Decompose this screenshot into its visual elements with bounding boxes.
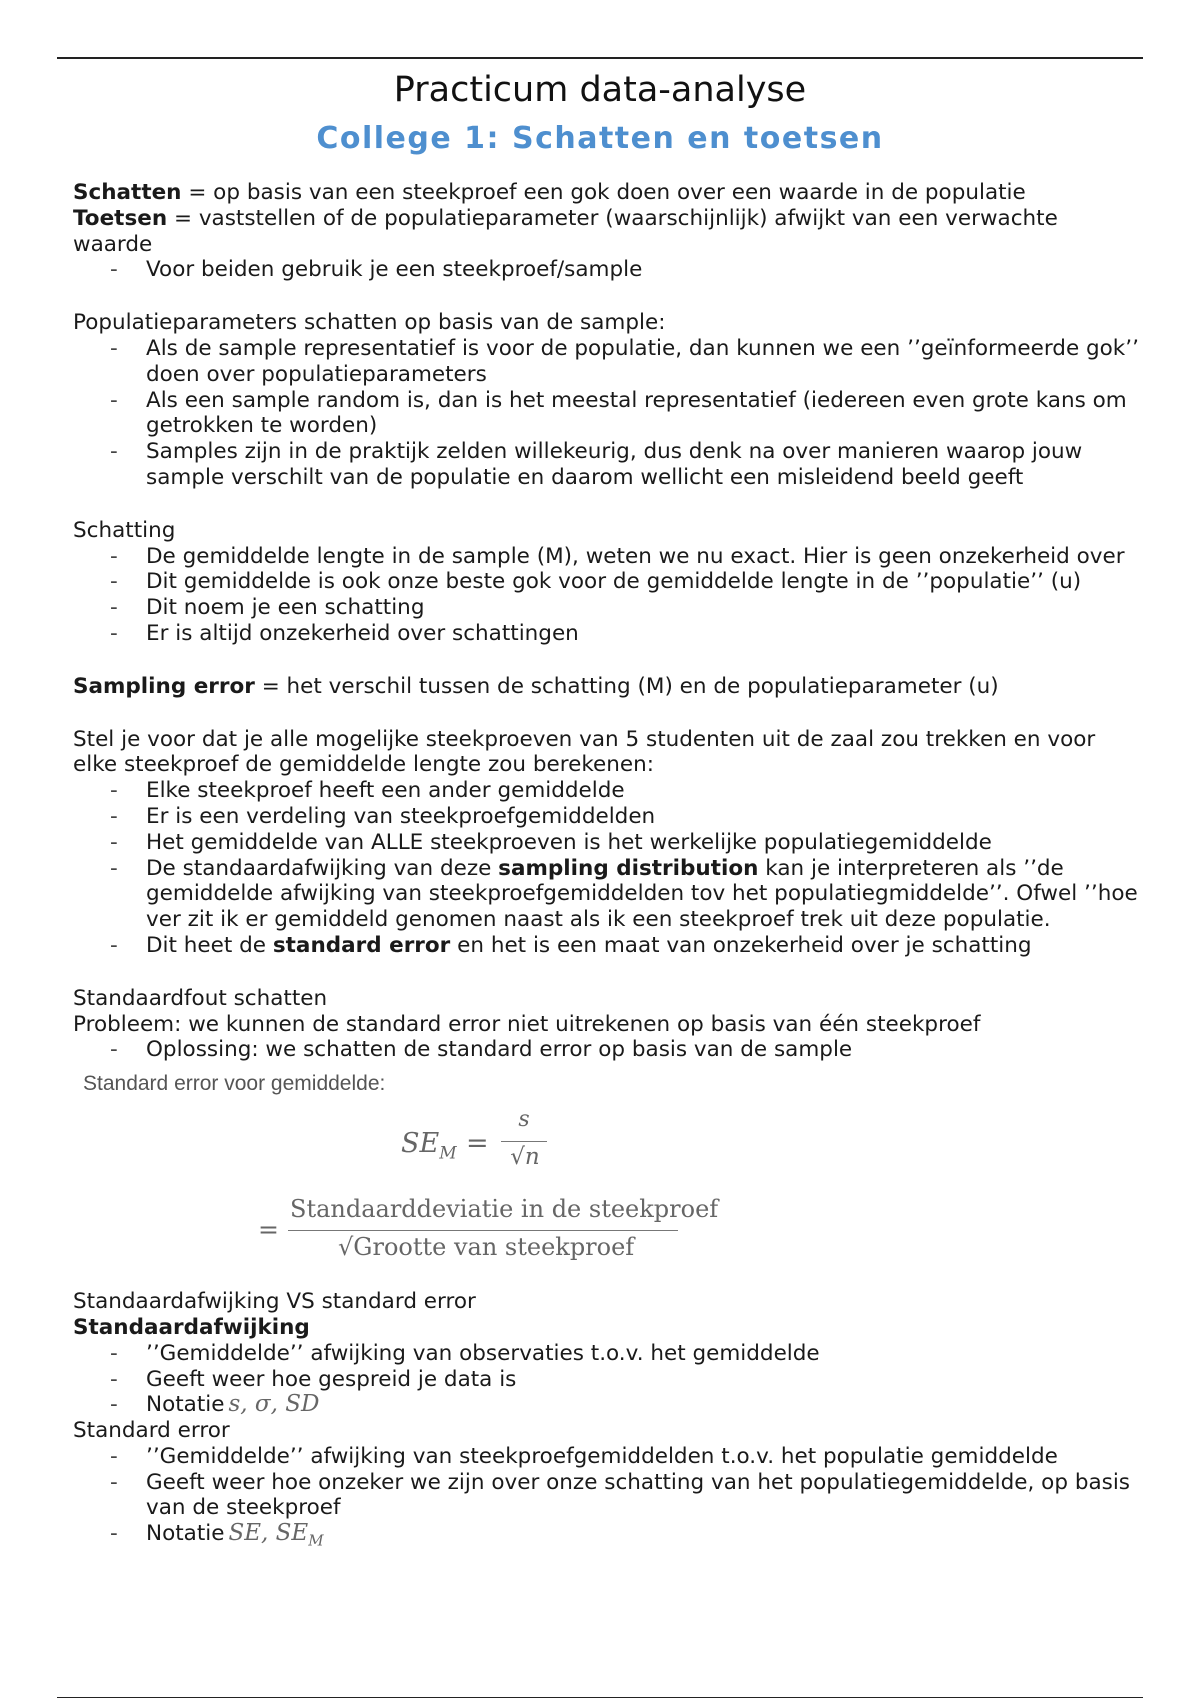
list-item: - Het gemiddelde van ALLE steekproeven is het werkelijke populatiegemiddelde [146, 830, 1143, 856]
formula-caption: Standard error voor gemiddelde: [83, 1072, 386, 1096]
section-heading-vs: Standaardafwijking VS standard error [73, 1289, 476, 1315]
words-formula: = Standaarddeviatie in de steekproef √Grootte van steekproef [258, 1195, 719, 1262]
section-heading-standaardfout: Standaardfout schatten [73, 985, 328, 1011]
list-item: - De gemiddelde lengte in de sample (M), weten we nu exact. Hier is geen onzekerheid over [146, 544, 1143, 570]
stel-list [73, 778, 1143, 959]
definitions-list [73, 257, 1143, 283]
document-body [73, 180, 1143, 1555]
populatie-list [73, 336, 1143, 491]
notation-math: SE, $SE_M$ [228, 1520, 324, 1550]
notation-math: s, σ, SD [228, 1391, 320, 1418]
probleem-text: Probleem: we kunnen de standard error niet uitrekenen op basis van één steekproef [73, 1011, 981, 1037]
stel-intro: Stel je voor dat je alle mogelijke steekproeven van 5 studenten uit de zaal zou trekken en voor elke steekproef de gemiddelde lengte zou berekenen: [73, 726, 1096, 778]
list-item: - Elke steekproef heeft een ander gemiddelde [146, 778, 1143, 804]
standard-error-formula [73, 1071, 1143, 1289]
list-item: - Geeft weer hoe gespreid je data is [146, 1367, 1143, 1393]
fraction-bar [288, 1230, 678, 1231]
list-item: - Dit noem je een schatting [146, 595, 1143, 621]
list-item: - ’’Gemiddelde’’ afwijking van steekproefgemiddelden t.o.v. het populatie gemiddelde [146, 1444, 1143, 1470]
list-item: - Als een sample random is, dan is het meestal representatief (iedereen even grote kans om getrokken te worden) [146, 388, 1143, 440]
fraction-bar [501, 1141, 547, 1142]
oplossing-list [73, 1037, 1143, 1063]
section-heading-schatting: Schatting [73, 517, 176, 543]
list-item: - Er is een verdeling van steekproefgemiddelden [146, 804, 1143, 830]
list-item: - ’’Gemiddelde’’ afwijking van observaties t.o.v. het gemiddelde [146, 1341, 1143, 1367]
list-item: - Samples zijn in de praktijk zelden willekeurig, dus denk na over manieren waarop jouw sample verschilt van de populatie en daarom wellicht een misleidend beeld geeft [146, 439, 1143, 491]
list-item: - Notatie SE, $SE_M$ [146, 1521, 1143, 1554]
list-item: - Geeft weer hoe onzeker we zijn over onze schatting van het populatiegemiddelde, op basis van de steekproef [146, 1470, 1143, 1522]
subheading-standard-error: Standard error [73, 1418, 230, 1444]
list-item: - Voor beiden gebruik je een steekproef/sample [146, 257, 1143, 283]
top-rule [57, 57, 1143, 59]
list-item: - Oplossing: we schatten de standard error op basis van de sample [146, 1037, 1143, 1063]
list-item: - Notatie s, σ, SD [146, 1392, 1143, 1418]
list-item: - Dit gemiddelde is ook onze beste gok voor de gemiddelde lengte in de ’’populatie’’ (u) [146, 569, 1143, 595]
list-item: - Als de sample representatief is voor de populatie, dan kunnen we een ’’geïnformeerde gok’’ doen over populatieparameters [146, 336, 1143, 388]
sem-formula: $SE_M$ = s √n [401, 1105, 701, 1195]
page-title: Practicum data-analyse [393, 70, 807, 110]
definition-sampling-error: Sampling error = het verschil tussen de schatting (M) en de populatieparameter (u) [73, 673, 999, 699]
standaardafwijking-list [73, 1341, 1143, 1418]
schatting-list [73, 544, 1143, 647]
section-heading-populatie: Populatieparameters schatten op basis van de sample: [73, 310, 666, 336]
definition-toetsen: Toetsen = vaststellen of de populatieparameter (waarschijnlijk) afwijkt van een verwachte waarde [73, 205, 1058, 257]
list-item: - Er is altijd onzekerheid over schattingen [146, 621, 1143, 647]
list-item: - De standaardafwijking van deze sampling distribution kan je interpreteren als ’’de gemiddelde afwijking van steekproefgemiddelden tov het populatiegmiddelde’’. Ofwel ’’hoe ver zit ik er gemiddeld genomen naast als ik een steekproef trek uit deze populatie. [146, 856, 1143, 933]
bottom-rule [57, 1697, 1143, 1698]
subheading-standaardafwijking: Standaardafwijking [73, 1314, 310, 1340]
list-item: - Dit heet de standard error en het is een maat van onzekerheid over je schatting [146, 933, 1143, 959]
definition-schatten: Schatten = op basis van een steekproef een gok doen over een waarde in de populatie [73, 180, 1026, 205]
standard-error-list [73, 1444, 1143, 1555]
page-subtitle: College 1: Schatten en toetsen [316, 121, 884, 156]
